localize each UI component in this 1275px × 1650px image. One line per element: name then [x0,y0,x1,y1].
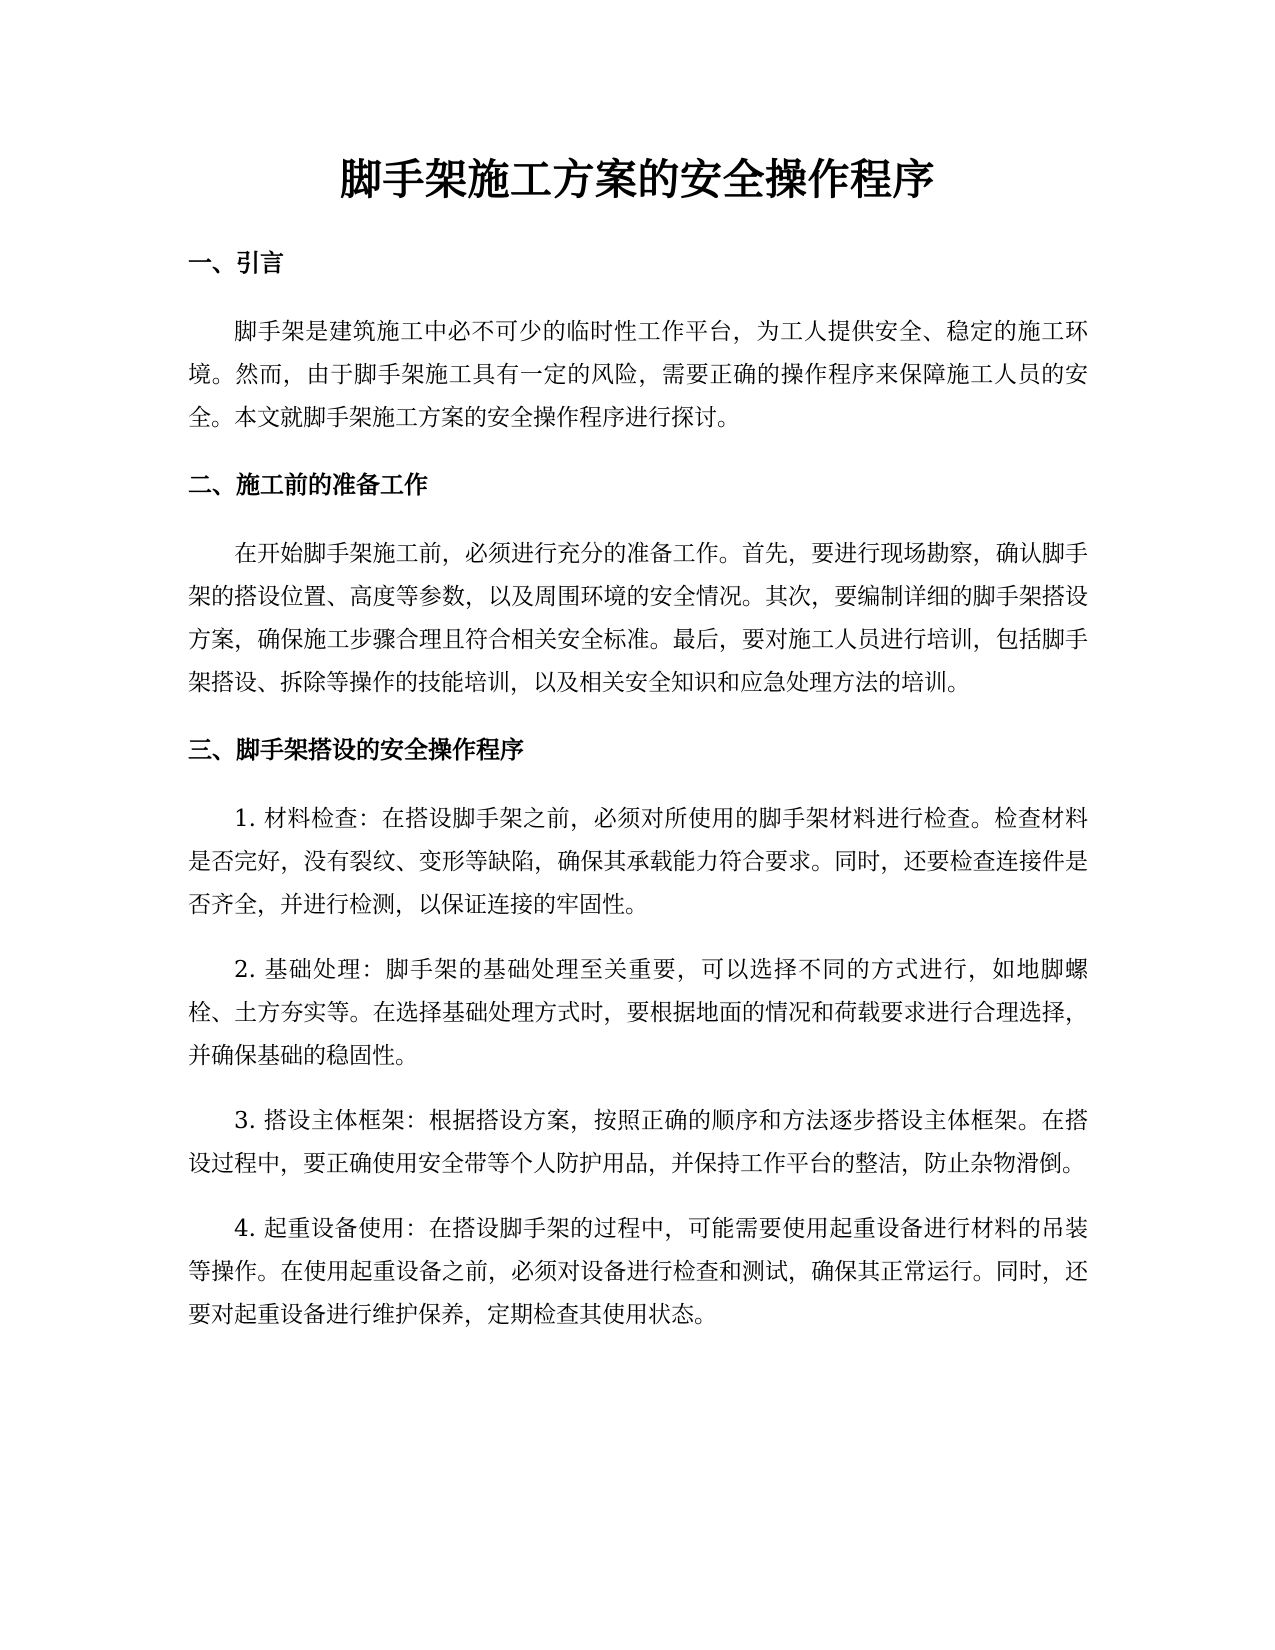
paragraph-main-frame-erection: 3. 搭设主体框架：根据搭设方案，按照正确的顺序和方法逐步搭设主体框架。在搭设过程中，要正确使用安全带等个人防护用品，并保持工作平台的整洁，防止杂物滑倒。 [188,1108,1088,1177]
section-heading-erection-procedure: 三、脚手架搭设的安全操作程序 [188,736,524,764]
paragraph-preparation: 在开始脚手架施工前，必须进行充分的准备工作。首先，要进行现场勘察，确认脚手架的搭设位置、高度等参数，以及周围环境的安全情况。其次，要编制详细的脚手架搭设方案，确保施工步骤合理且符合相关安全标准。最后，要对施工人员进行培训，包括脚手架搭设、拆除等操作的技能培训，以及相关安全知识和应急处理方法的培训。 [188,541,1088,696]
paragraph-foundation-treatment: 2. 基础处理：脚手架的基础处理至关重要，可以选择不同的方式进行，如地脚螺栓、土方夯实等。在选择基础处理方式时，要根据地面的情况和荷载要求进行合理选择，并确保基础的稳固性。 [188,957,1088,1069]
section-heading-preparation: 二、施工前的准备工作 [188,471,428,499]
paragraph-introduction: 脚手架是建筑施工中必不可少的临时性工作平台，为工人提供安全、稳定的施工环境。然而，由于脚手架施工具有一定的风险，需要正确的操作程序来保障施工人员的安全。本文就脚手架施工方案的安全操作程序进行探讨。 [188,319,1088,431]
document-title: 脚手架施工方案的安全操作程序 [339,155,935,204]
section-heading-introduction: 一、引言 [188,249,284,277]
document-body [188,248,1088,1337]
paragraph-material-inspection: 1. 材料检查：在搭设脚手架之前，必须对所使用的脚手架材料进行检查。检查材料是否完好，没有裂纹、变形等缺陷，确保其承载能力符合要求。同时，还要检查连接件是否齐全，并进行检测，以保证连接的牢固性。 [188,806,1088,918]
paragraph-lifting-equipment: 4. 起重设备使用：在搭设脚手架的过程中，可能需要使用起重设备进行材料的吊装等操作。在使用起重设备之前，必须对设备进行检查和测试，确保其正常运行。同时，还要对起重设备进行维护保养，定期检查其使用状态。 [188,1216,1088,1328]
